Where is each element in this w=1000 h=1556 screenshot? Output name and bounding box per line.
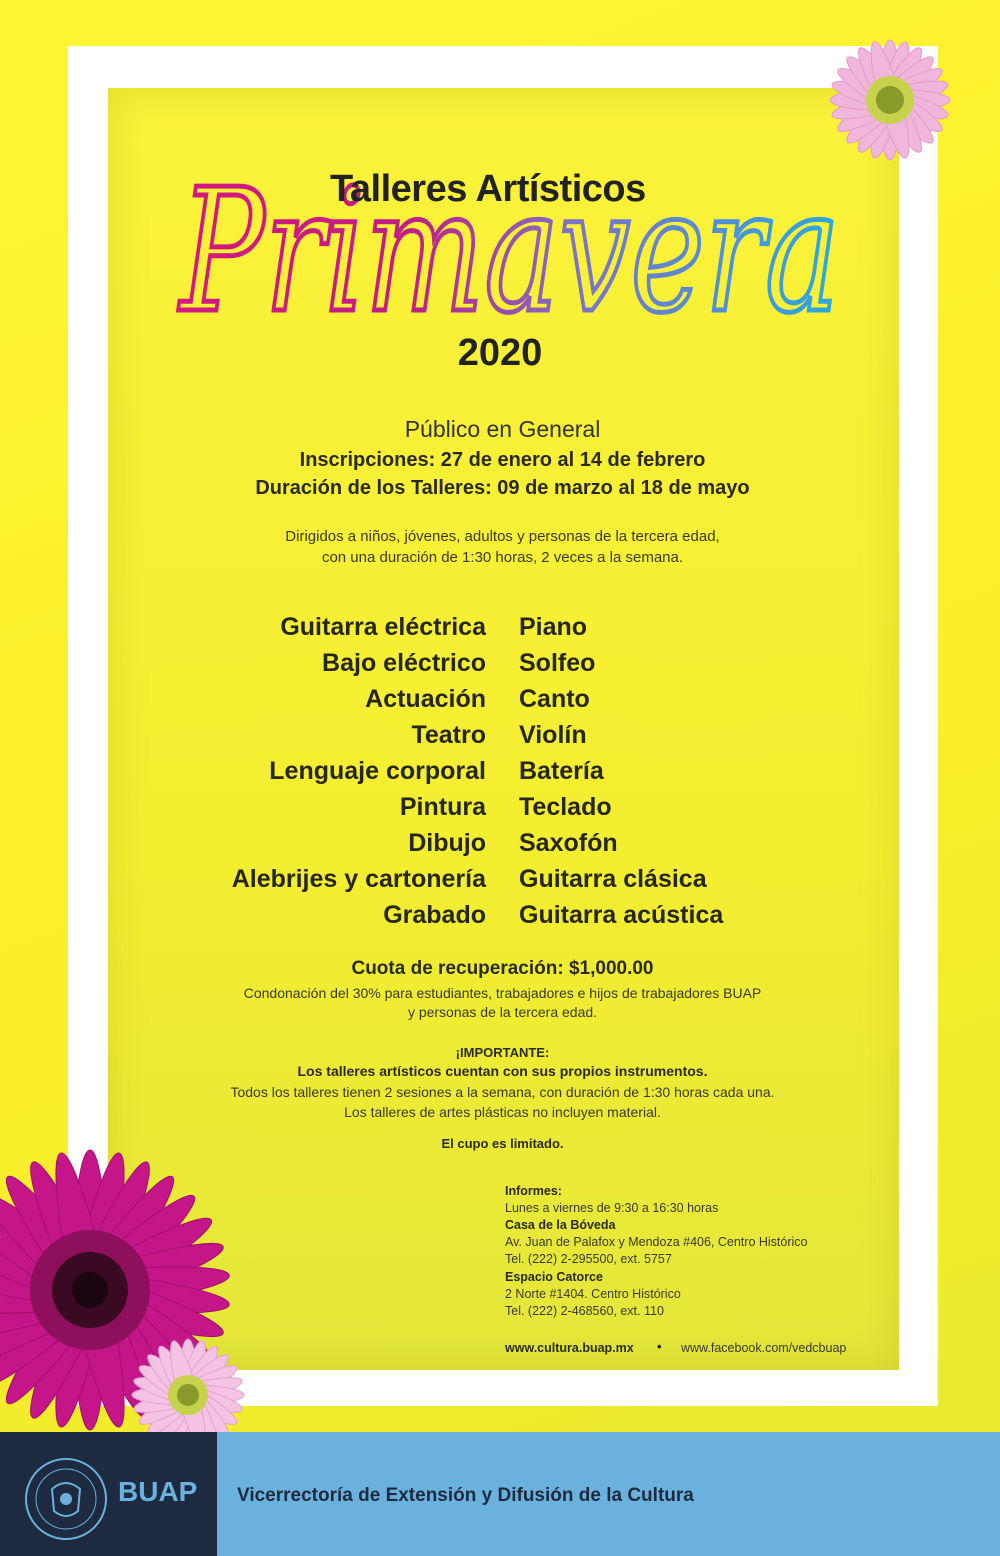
workshop-item: Alebrijes y cartonería	[231, 865, 486, 893]
important-line: Los talleres de artes plásticas no incluyen material.	[344, 1104, 661, 1120]
workshop-item: Grabado	[383, 901, 486, 929]
workshop-item: Guitarra clásica	[519, 865, 707, 893]
website-link[interactable]: www.cultura.buap.mx	[505, 1341, 634, 1355]
info-title: Informes:	[505, 1184, 562, 1198]
year: 2020	[457, 332, 543, 374]
workshop-item: Saxofón	[519, 829, 618, 857]
workshop-item: Violín	[519, 721, 587, 749]
facebook-link[interactable]: www.facebook.com/vedcbuap	[681, 1341, 847, 1355]
institution-name: Vicerrectoría de Extensión y Difusión de la Cultura	[237, 1485, 694, 1506]
workshop-item: Pintura	[399, 793, 486, 821]
venue-address: 2 Norte #1404. Centro Histórico	[505, 1287, 681, 1301]
registration-dates: Inscripciones: 27 de enero al 14 de febrero	[299, 449, 706, 471]
workshop-item: Actuación	[365, 685, 486, 713]
pink-daisy-icon	[810, 20, 970, 180]
workshop-item: Canto	[519, 685, 590, 713]
important-line: Los talleres artísticos cuentan con sus propios instrumentos.	[297, 1063, 708, 1079]
venue-address: Av. Juan de Palafox y Mendoza #406, Centro Histórico	[505, 1235, 808, 1249]
subtitle: Talleres Artísticos	[330, 168, 646, 210]
audience-text: Público en General	[404, 416, 601, 442]
discount-line: y personas de la tercera edad.	[407, 1004, 598, 1020]
workshop-item: Teatro	[411, 721, 486, 749]
workshop-item: Guitarra eléctrica	[280, 613, 486, 641]
venue-phone: Tel. (222) 2-468560, ext. 110	[505, 1304, 664, 1318]
important-title: ¡IMPORTANTE:	[455, 1045, 550, 1060]
workshop-item: Solfeo	[519, 649, 596, 677]
link-separator: •	[657, 1339, 662, 1354]
limited-capacity-note: El cupo es limitado.	[441, 1136, 564, 1151]
buap-logo: BUAP	[118, 1476, 198, 1507]
venue-name: Casa de la Bóveda	[505, 1218, 616, 1232]
description-line: con una duración de 1:30 horas, 2 veces a la semana.	[321, 549, 684, 566]
discount-line: Condonación del 30% para estudiantes, trabajadores e hijos de trabajadores BUAP	[243, 985, 762, 1001]
workshop-item: Guitarra acústica	[519, 901, 724, 929]
description-line: Dirigidos a niños, jóvenes, adultos y personas de la tercera edad,	[285, 528, 720, 545]
workshop-item: Dibujo	[408, 829, 486, 857]
workshop-item: Lenguaje corporal	[269, 757, 486, 785]
venue-name: Espacio Catorce	[505, 1270, 603, 1284]
workshop-item: Bajo eléctrico	[322, 649, 486, 677]
workshop-duration: Duración de los Talleres: 09 de marzo al 18 de mayo	[255, 477, 750, 499]
script-title-text: Primavera	[177, 153, 840, 351]
fee-title: Cuota de recuperación: $1,000.00	[351, 958, 654, 979]
workshop-item: Teclado	[519, 793, 612, 821]
important-line: Todos los talleres tienen 2 sesiones a la semana, con duración de 1:30 horas cada una.	[230, 1084, 775, 1100]
info-hours: Lunes a viernes de 9:30 a 16:30 horas	[505, 1201, 719, 1215]
university-seal-icon	[22, 1455, 110, 1543]
venue-phone: Tel. (222) 2-295500, ext. 5757	[505, 1252, 672, 1266]
workshop-item: Piano	[519, 613, 588, 641]
workshop-item: Batería	[519, 757, 604, 785]
